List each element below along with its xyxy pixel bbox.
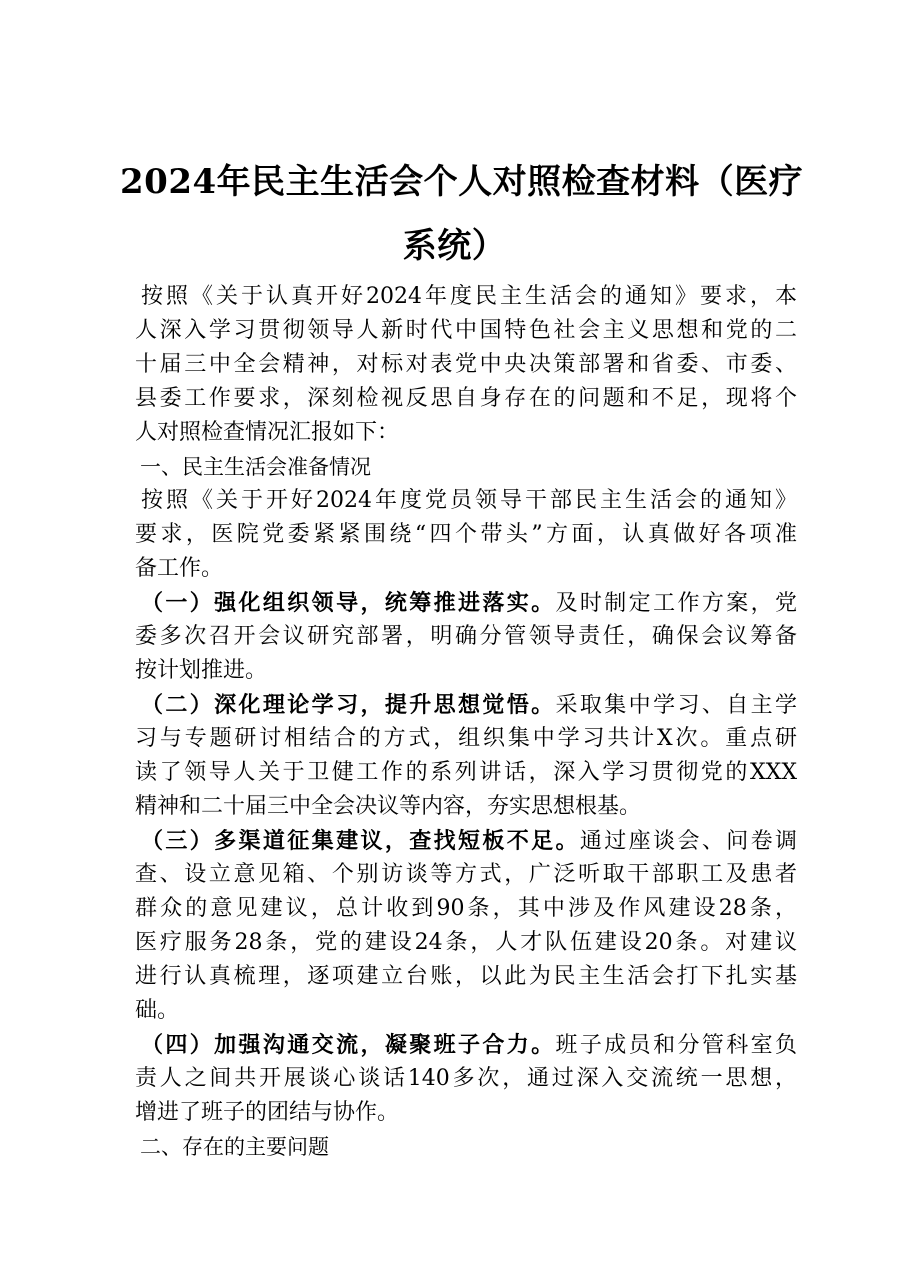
item2-line-1: 采取集中学习、自主学 (555, 693, 797, 718)
item2-line-4: 精神和二十届三中全会决议等内容，夯实思想根基。 (135, 794, 642, 819)
intro-line-4: 县委工作要求，深刻检视反思自身存在的问题和不足，现将个 (135, 386, 797, 411)
item4-lead: （四）加强沟通交流，凝聚班子合力。 (141, 1032, 556, 1058)
item2-lead: （二）深化理论学习，提升思想觉悟。 (141, 692, 556, 718)
intro-line-1: 按照《关于认真开好2024年度民主生活会的通知》要求，本 (141, 284, 797, 309)
item4-line-3: 增进了班子的团结与协作。 (135, 1100, 400, 1125)
item3-line-5: 进行认真梳理，逐项建立台账，以此为民主生活会打下扎实基 (135, 964, 797, 989)
intro-line-5: 人对照检查情况汇报如下： (135, 420, 400, 445)
item1-first-line (141, 588, 797, 619)
section-heading-2: 二、存在的主要问题 (140, 1135, 329, 1159)
item2-line-2: 习与专题研讨相结合的方式，组织集中学习共计X次。重点研 (135, 726, 797, 751)
intro-line-3: 十届三中全会精神，对标对表党中央决策部署和省委、市委、 (135, 352, 797, 377)
item1-lead: （一）强化组织领导，统筹推进落实。 (141, 590, 556, 616)
section1-intro-line-3: 备工作。 (135, 556, 224, 581)
item4-line-2: 责人之间共开展谈心谈话140多次，通过深入交流统一思想， (135, 1066, 797, 1091)
item1-line-1: 及时制定工作方案，党 (555, 591, 797, 616)
item3-line-2: 查、设立意见箱、个别访谈等方式，广泛听取干部职工及患者 (135, 862, 797, 887)
item3-line-6: 础。 (135, 998, 180, 1023)
intro-line-2: 人深入学习贯彻领导人新时代中国特色社会主义思想和党的二 (135, 318, 797, 343)
item4-first-line (141, 1030, 797, 1061)
document-title-line-2: 系统） (402, 226, 507, 266)
section-heading-1: 一、民主生活会准备情况 (140, 455, 371, 479)
section1-intro-line-1: 按照《关于开好2024年度党员领导干部民主生活会的通知》 (141, 488, 797, 513)
item3-first-line (141, 826, 797, 857)
item1-line-3: 按计划推进。 (135, 658, 268, 683)
item1-line-2: 委多次召开会议研究部署，明确分管领导责任，确保会议筹备 (135, 624, 797, 649)
item3-line-1: 通过座谈会、问卷调 (579, 829, 797, 854)
document-title-line-1: 2024年民主生活会个人对照检查材料（医疗 (120, 162, 804, 202)
item3-line-3: 群众的意见建议，总计收到90条，其中涉及作风建设28条， (135, 896, 797, 921)
item3-lead: （三）多渠道征集建议，查找短板不足。 (141, 828, 580, 854)
item4-line-1: 班子成员和分管科室负 (555, 1033, 797, 1058)
section1-intro-line-2: 要求，医院党委紧紧围绕“四个带头”方面，认真做好各项准 (135, 522, 797, 547)
item2-line-3: 读了领导人关于卫健工作的系列讲话，深入学习贯彻党的XXX (135, 760, 797, 785)
item2-first-line (141, 690, 797, 721)
item3-line-4: 医疗服务28条，党的建设24条，人才队伍建设20条。对建议 (135, 930, 797, 955)
